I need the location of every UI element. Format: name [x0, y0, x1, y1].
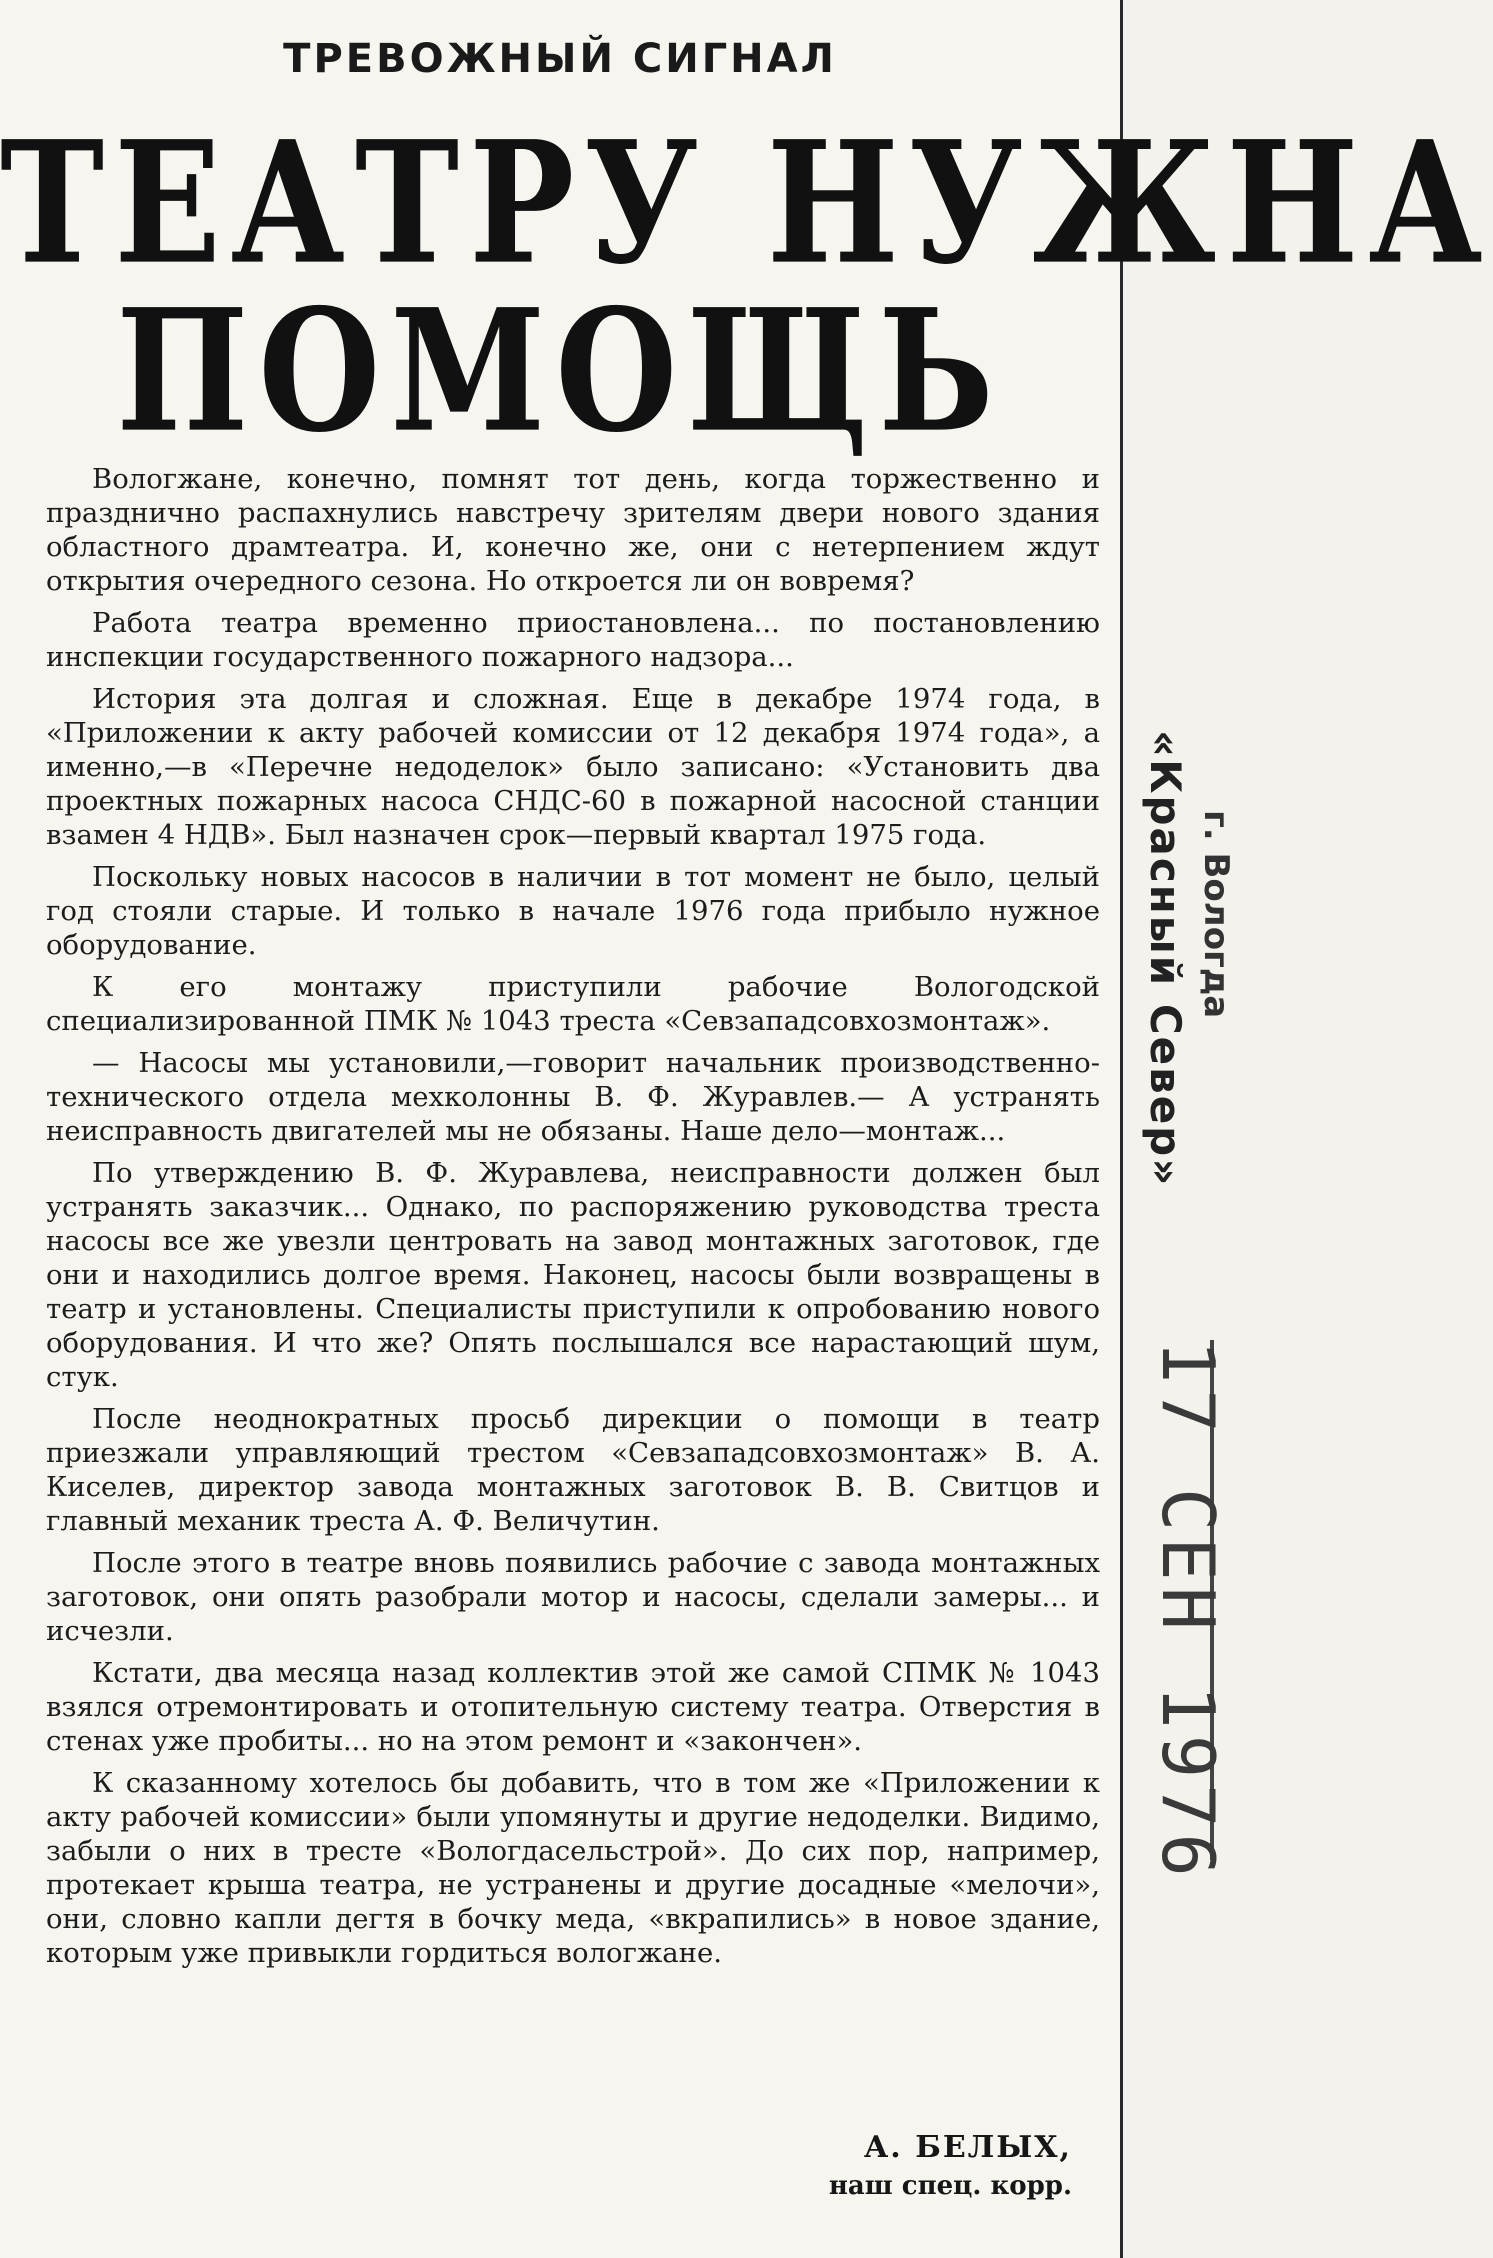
- newspaper-name-stamp: «Красный Север»: [1141, 730, 1190, 1188]
- paragraph: По утверждению В. Ф. Журавлева, неисправности должен был устранять заказчик... Однако, по распоряжению руководства треста насосы все же увезли центровать на завод монтажных заготовок, где они и находились долгое время. Наконец, насосы были возвращены в театр и установлены. Специалисты приступили к опробованию нового оборудования. И что же? Опять послышался все нарастающий шум, стук.: [46, 1157, 1100, 1393]
- author-role: наш спец. корр.: [828, 2171, 1072, 2201]
- paragraph: Вологжане, конечно, помнят тот день, когда торжественно и празднично распахнулись навстречу зрителям двери нового здания областного драмтеатра. И, конечно же, они с нетерпением ждут открытия очередного сезона. Но откроется ли он вовремя?: [46, 463, 1100, 597]
- paragraph: После неоднократных просьб дирекции о помощи в театр приезжали управляющий трестом «Севзападсовхозмонтаж» В. А. Киселев, директор завода монтажных заготовок В. В. Свитцов и главный механик треста А. Ф. Величутин.: [46, 1403, 1100, 1537]
- city-stamp: г. Вологда: [1196, 810, 1236, 1019]
- paragraph: К его монтажу приступили рабочие Вологодской специализированной ПМК № 1043 треста «Севзападсовхозмонтаж».: [46, 971, 1100, 1037]
- paragraph: История эта долгая и сложная. Еще в декабре 1974 года, в «Приложении к акту рабочей комиссии от 12 декабря 1974 года», а именно,—в «Перечне недоделок» было записано: «Установить два проектных пожарных насоса СНДС-60 в пожарной насосной станции взамен 4 НДВ». Был назначен срок—первый квартал 1975 года.: [46, 683, 1100, 851]
- article-body: [46, 462, 1100, 1978]
- paragraph: — Насосы мы установили,—говорит начальник производственно-технического отдела мехколонны В. Ф. Журавлев.— А устранять неисправность двигателей мы не обязаны. Наше дело—монтаж...: [46, 1047, 1100, 1147]
- signature: [829, 2130, 1072, 2201]
- paragraph: Кстати, два месяца назад коллектив этой же самой СПМК № 1043 взялся отремонтировать и отопительную систему театра. Отверстия в стенах уже пробиты... но на этом ремонт и «закончен».: [46, 1657, 1100, 1757]
- headline: [0, 105, 1493, 471]
- headline-line-2: ПОМОЩЬ: [116, 273, 1004, 471]
- paragraph: Работа театра временно приостановлена... по постановлению инспекции государственного пожарного надзора...: [46, 607, 1100, 673]
- date-stamp: 17 СЕН 1976: [1146, 1340, 1230, 1883]
- paragraph: После этого в театре вновь появились рабочие с завода монтажных заготовок, они опять разобрали мотор и насосы, сделали замеры... и исчезли.: [46, 1547, 1100, 1647]
- rubric: ТРЕВОЖНЫЙ СИГНАЛ: [283, 36, 837, 82]
- author-name: А. БЕЛЫХ,: [863, 2130, 1072, 2165]
- headline-line-1: ТЕАТРУ НУЖНА: [0, 105, 1493, 303]
- paragraph: Поскольку новых насосов в наличии в тот момент не было, целый год стояли старые. И только в начале 1976 года прибыло нужное оборудование.: [46, 861, 1100, 961]
- paragraph: К сказанному хотелось бы добавить, что в том же «Приложении к акту рабочей комиссии» были упомянуты и другие недоделки. Видимо, забыли о них в тресте «Вологдасельстрой». До сих пор, например, протекает крыша театра, не устранены и другие досадные «мелочи», они, словно капли дегтя в бочку меда, «вкрапились» в новое здание, которым уже привыкли гордиться вологжане.: [46, 1767, 1100, 1969]
